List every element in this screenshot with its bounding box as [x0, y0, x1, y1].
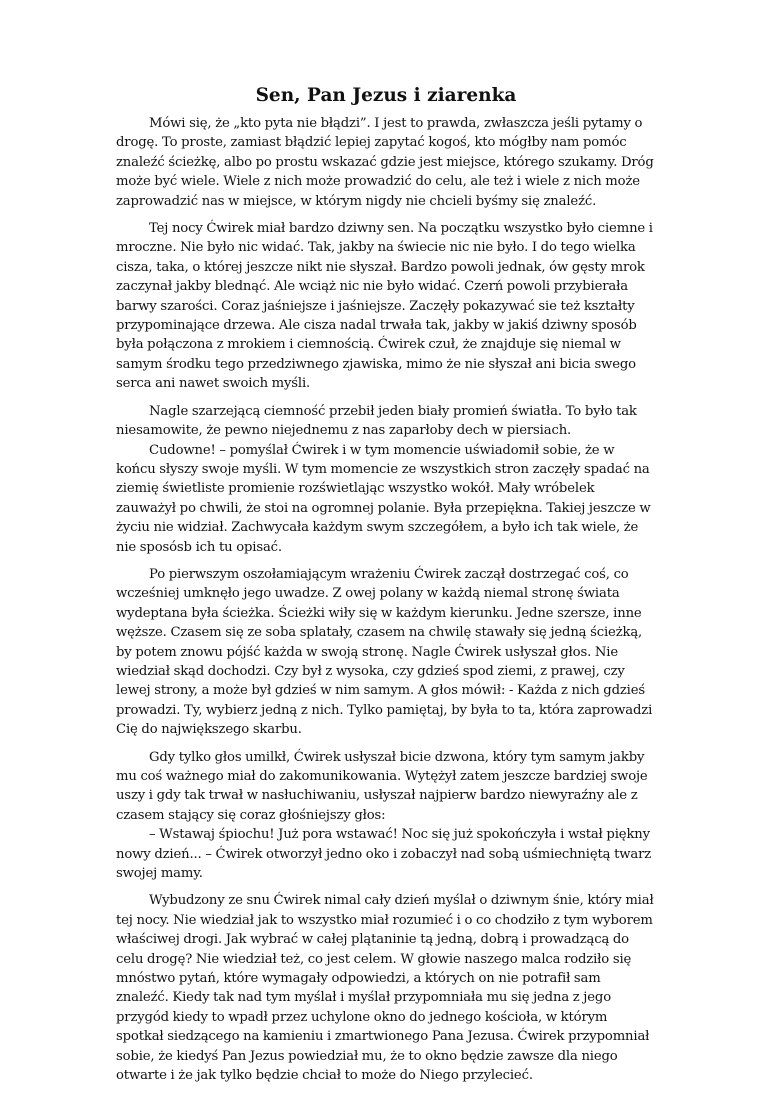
paragraph-wake-up: – Wstawaj śpiochu! Już pora wstawać! Noc się już spokończyła i wstał piękny nowy dzień... – Ćwirek otworzył jedno oko i zobaczył nad sobą uśmiechniętą twarz swojej mamy.: [116, 827, 652, 882]
paragraph-intro: Mówi się, że „kto pyta nie błądzi”. I jest to prawda, zwłaszcza jeśli pytamy o drogę. To proste, zamiast błądzić lepiej zapytać kogoś, kto mógłby nam pomóc znaleźć ścieżkę, albo po prostu wskazać gdzie jest miejsce, którego szukamy. Dróg może być wiele. Wiele z nich może prowadzić do celu, ale też i wiele z nich może zaprowadzić nas w miejsce, w którym nigdy nie chcieli byśmy się znaleźć.: [116, 116, 654, 209]
paragraph-bell: Gdy tylko głos umilkł, Ćwirek usłyszał bicie dzwona, który tym samym jakby mu coś ważnego miał do zakomunikowania. Wytężył zatem jeszcze bardziej swoje uszy i gdy tak trwał w nasłuchiwaniu, usłyszał najpierw bardzo niewyraźny ale z czasem stający się coraz głośniejszy głos:: [116, 749, 648, 823]
paragraph-dream-darkness: Tej nocy Ćwirek miał bardzo dziwny sen. Na początku wszystko było ciemne i mroczne. Nie było nic widać. Tak, jakby na świecie nic nie było. I do tego wielka cisza, taka, o której jeszcze nikt nie słyszał. Bardzo powoli jednak, ów gęsty mrok zaczynał jakby blednąć. Ale wciąż nic nie było widać. Czerń powoli przybierała barwy szarości. Coraz jaśniejsze i jaśniejsze. Zaczęły pokazywać sie też kształty przypominające drzewa. Ale cisza nadal trwała tak, jakby w jakiś dziwny sposób była połączona z mrokiem i ciemnością. Ćwirek czuł, że znajduje się niemal w samym środku tego przedziwnego zjawiska, mimo że nie słyszał ani bicia swego serca ani nawet swoich myśli.: [116, 221, 653, 392]
paragraph-meadow: Cudowne! – pomyślał Ćwirek i w tym momencie uświadomił sobie, że w końcu słyszy swoje myśli. W tym momencie ze wszystkich stron zaczęły spadać na ziemię świetliste promienie rozświetlając wszystko wokół. Mały wróbelek zauważył po chwili, że stoi na ogromnej polanie. Była przepiękna. Takiej jeszcze w życiu nie widział. Zachwycała każdym swym szczegółem, a było ich tak wiele, że nie sposósb ich tu opisać.: [116, 442, 651, 555]
paragraph-paths: Po pierwszym oszołamiającym wrażeniu Ćwirek zaczął dostrzegać coś, co wcześniej umknęło jego uwadze. Z owej polany w każdą niemal stronę świata wydeptana była ścieżka. Ścieżki wiły się w każdym kierunku. Jedne szersze, inne węższe. Czasem się ze soba splatały, czasem na chwilę stawały się jedną ścieżką, by potem znowu pójść każda w swoją stronę. Nagle Ćwirek usłyszał głos. Nie wiedział skąd dochodzi. Czy był z wysoka, czy gdzieś spod ziemi, z prawej, czy lewej strony, a może był gdzieś w nim samym. A głos mówił: - Każda z nich gdzieś prowadzi. Ty, wybierz jedną z nich. Tylko pamiętaj, by była to ta, która zaprowadzi Cię do największego skarbu.: [116, 566, 653, 738]
document-title: Sen, Pan Jezus i ziarenka: [255, 85, 517, 106]
paragraph-reflection: Wybudzony ze snu Ćwirek nimal cały dzień myślał o dziwnym śnie, który miał tej nocy. Nie wiedział jak to wszystko miał rozumieć i o co chodziło z tym wyborem właściwej drogi. Jak wybrać w całej plątaninie tą jedną, dobrą i prowadzącą do celu drogę? Nie wiedział też, co jest celem. W głowie naszego malca rodziło się mnóstwo pytań, które wymagały odpowiedzi, a których on nie potrafił sam znaleźć. Kiedy tak nad tym myślał i myślał przypomniała mu się jedna z jego przygód kiedy to wpadł przez uchylone okno do jednego kościoła, w którym spotkał siedzącego na kamieniu i zmartwionego Pana Jezusa. Ćwirek przypomniał sobie, że kiedyś Pan Jezus powiedział mu, że to okno będzie zawsze dla niego otwarte i że jak tylko będzie chciał to może do Niego przylecieć.: [116, 893, 654, 1084]
paragraph-light-ray: Nagle szarzejącą ciemność przebił jeden biały promień światła. To było tak niesamowite, że pewno niejednemu z nas zaparłoby dech w piersiach.: [116, 403, 637, 439]
document-page: [116, 84, 656, 1094]
